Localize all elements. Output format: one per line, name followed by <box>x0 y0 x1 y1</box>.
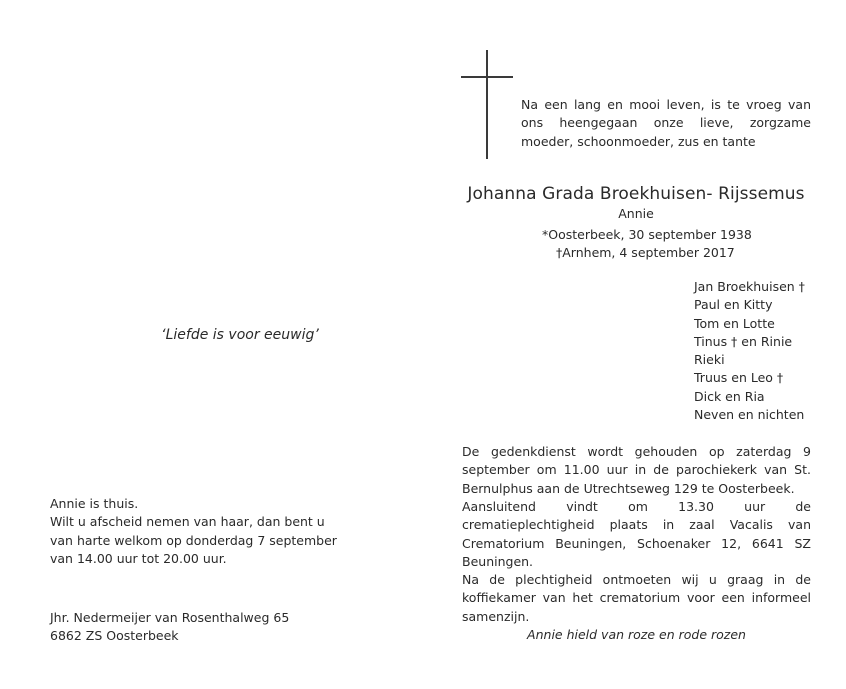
deceased-name: Johanna Grada Broekhuisen- Rijssemus <box>467 184 805 204</box>
relative-item: Tinus † en Rinie <box>694 333 793 349</box>
nickname: Annie <box>618 206 654 221</box>
visit-line: van harte welkom op donderdag 7 september <box>50 532 337 548</box>
address-line: 6862 ZS Oosterbeek <box>50 628 179 644</box>
relative-item: Dick en Ria <box>694 388 765 404</box>
reception-info: Na de plechtigheid ontmoeten wij u graag in de koffiekamer van het crematorium voor een informeel samenzijn. <box>462 572 811 624</box>
home-address <box>50 609 350 646</box>
relative-item: Tom en Lotte <box>694 315 775 331</box>
relative-item: Rieki <box>694 352 725 368</box>
quote: ‘Liefde is voor eeuwig’ <box>161 327 319 343</box>
relative-item: Truus en Leo † <box>694 370 784 386</box>
visit-line: van 14.00 uur tot 20.00 uur. <box>50 550 227 566</box>
intro-text: Na een lang en mooi leven, is te vroeg van ons heengegaan onze lieve, zorgzame moeder, schoonmoeder, zus en tante <box>521 97 811 149</box>
relatives-list <box>694 278 805 424</box>
cremation-info: Aansluitend vindt om 13.30 uur de crematieplechtigheid plaats in zaal Vacalis van Crematorium Beuningen, Schoenaker 12, 6641 SZ Beuningen. <box>462 499 811 569</box>
death-info: †Arnhem, 4 september 2017 <box>556 245 735 260</box>
cross-icon-bar <box>461 76 513 78</box>
relative-item: Paul en Kitty <box>694 297 773 313</box>
relative-item: Neven en nichten <box>694 407 805 423</box>
address-line: Jhr. Nedermeijer van Rosenthalweg 65 <box>50 610 290 625</box>
visit-info <box>50 495 350 568</box>
cross-icon <box>486 50 488 159</box>
visit-line: Annie is thuis. <box>50 496 139 511</box>
service-info: De gedenkdienst wordt gehouden op zaterdag 9 september om 11.00 uur in de parochiekerk van St. Bernulphus aan de Utrechtseweg 129 te Oosterbeek. <box>462 444 811 496</box>
birth-info: *Oosterbeek, 30 september 1938 <box>542 227 752 242</box>
relative-item: Jan Broekhuisen † <box>694 279 805 294</box>
closing-note: Annie hield van roze en rode rozen <box>527 627 746 642</box>
visit-line: Wilt u afscheid nemen van haar, dan bent u <box>50 514 325 530</box>
